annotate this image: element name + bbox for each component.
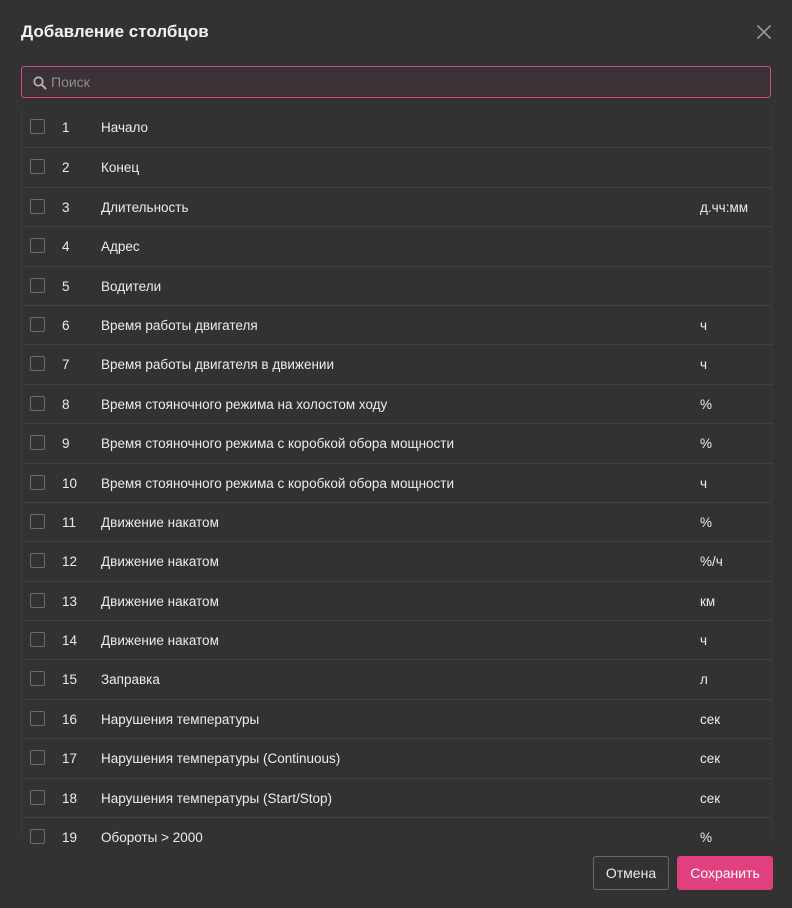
list-item[interactable]: [22, 659, 771, 698]
row-number: 12: [62, 554, 78, 570]
list-item[interactable]: [22, 344, 771, 383]
list-item[interactable]: [22, 187, 771, 226]
row-name: Обороты > 2000: [101, 830, 203, 846]
list-item[interactable]: [22, 147, 771, 186]
row-name: Время работы двигателя: [101, 317, 258, 333]
row-checkbox[interactable]: [30, 159, 45, 174]
row-name: Движение накатом: [101, 554, 219, 570]
row-number: 16: [62, 711, 78, 727]
row-unit: сек: [700, 751, 721, 767]
list-item[interactable]: [22, 266, 771, 305]
row-name: Нарушения температуры (Continuous): [101, 751, 341, 767]
row-checkbox[interactable]: [30, 671, 45, 686]
row-number: 7: [62, 357, 70, 373]
row-unit: %: [700, 436, 713, 452]
row-unit: ч: [700, 475, 708, 491]
row-checkbox[interactable]: [30, 199, 45, 214]
row-number: 6: [62, 317, 70, 333]
row-name: Время стояночного режима с коробкой обора мощности: [101, 475, 455, 491]
row-number: 17: [62, 751, 78, 767]
row-checkbox[interactable]: [30, 829, 45, 844]
list-item[interactable]: [22, 384, 771, 423]
row-number: 14: [62, 633, 78, 649]
row-checkbox[interactable]: [30, 514, 45, 529]
close-button[interactable]: [754, 22, 774, 42]
row-name: Нарушения температуры (Start/Stop): [101, 790, 333, 806]
list-item[interactable]: [22, 463, 771, 502]
list-item[interactable]: [22, 620, 771, 659]
row-number: 18: [62, 790, 78, 806]
row-unit: д.чч:мм: [700, 199, 749, 215]
dialog-title: Добавление столбцов: [21, 22, 209, 41]
row-number: 9: [62, 436, 70, 452]
search-box: [21, 66, 771, 98]
list-item[interactable]: [22, 305, 771, 344]
row-name: Адрес: [101, 239, 140, 255]
row-number: 15: [62, 672, 78, 688]
row-number: 13: [62, 593, 78, 609]
list-item[interactable]: [22, 423, 771, 462]
row-unit: ч: [700, 317, 708, 333]
row-number: 2: [62, 160, 70, 176]
list-item[interactable]: [22, 738, 771, 777]
row-name: Длительность: [101, 199, 189, 215]
close-icon: [754, 22, 774, 42]
row-name: Начало: [101, 120, 149, 135]
row-number: 3: [62, 199, 70, 215]
row-name: Движение накатом: [101, 593, 219, 609]
cancel-button[interactable]: Отмена: [593, 856, 669, 890]
row-unit: л: [700, 672, 708, 688]
list-item[interactable]: [22, 817, 771, 856]
row-name: Водители: [101, 278, 162, 294]
row-number: 10: [62, 475, 78, 491]
list-item[interactable]: [22, 226, 771, 265]
row-checkbox[interactable]: [30, 317, 45, 332]
row-number: 1: [62, 120, 70, 135]
row-number: 19: [62, 830, 78, 846]
row-checkbox[interactable]: [30, 553, 45, 568]
row-unit: %: [700, 396, 713, 412]
row-checkbox[interactable]: [30, 790, 45, 805]
row-name: Время работы двигателя в движении: [101, 357, 335, 373]
row-unit: сек: [700, 711, 721, 727]
row-name: Движение накатом: [101, 633, 219, 649]
row-checkbox[interactable]: [30, 475, 45, 490]
list-item[interactable]: [22, 699, 771, 738]
list-item[interactable]: [22, 581, 771, 620]
row-name: Движение накатом: [101, 514, 219, 530]
list-item[interactable]: [22, 778, 771, 817]
row-checkbox[interactable]: [30, 396, 45, 411]
list-item[interactable]: [22, 541, 771, 580]
row-checkbox[interactable]: [30, 435, 45, 450]
row-number: 8: [62, 396, 70, 412]
row-checkbox[interactable]: [30, 593, 45, 608]
row-unit: ч: [700, 357, 708, 373]
row-checkbox[interactable]: [30, 356, 45, 371]
row-checkbox[interactable]: [30, 750, 45, 765]
row-name: Время стояночного режима с коробкой обора мощности: [101, 436, 455, 452]
row-unit: ч: [700, 633, 708, 649]
row-name: Конец: [101, 160, 140, 176]
row-unit: сек: [700, 790, 721, 806]
row-checkbox[interactable]: [30, 278, 45, 293]
row-checkbox[interactable]: [30, 119, 45, 134]
row-unit: км: [700, 593, 716, 609]
row-unit: %/ч: [700, 554, 723, 570]
row-checkbox[interactable]: [30, 711, 45, 726]
row-name: Время стояночного режима на холостом ходу: [101, 396, 388, 412]
row-name: Заправка: [101, 672, 160, 688]
row-checkbox[interactable]: [30, 238, 45, 253]
row-number: 11: [62, 514, 77, 530]
row-checkbox[interactable]: [30, 632, 45, 647]
column-list[interactable]: [21, 108, 772, 846]
list-item[interactable]: [22, 502, 771, 541]
row-number: 5: [62, 278, 70, 294]
row-unit: %: [700, 830, 713, 846]
search-input[interactable]: [51, 67, 751, 97]
save-button[interactable]: Сохранить: [677, 856, 773, 890]
row-number: 4: [62, 239, 70, 255]
row-name: Нарушения температуры: [101, 711, 260, 727]
row-unit: %: [700, 514, 713, 530]
list-item[interactable]: [22, 108, 771, 147]
search-icon: [32, 75, 48, 91]
